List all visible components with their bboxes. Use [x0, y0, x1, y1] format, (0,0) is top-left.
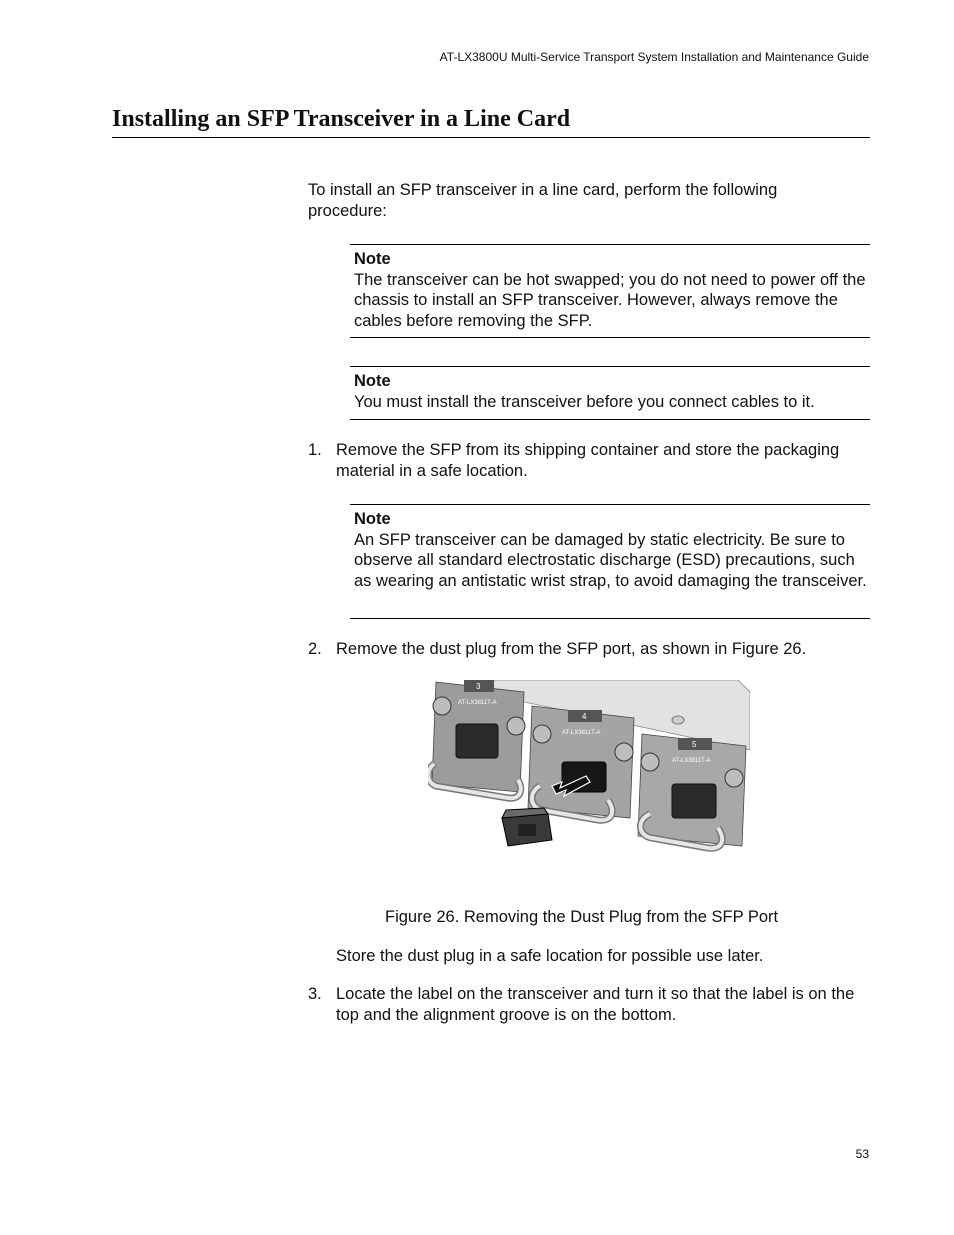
note-label: Note: [354, 510, 391, 528]
note-label: Note: [354, 250, 391, 268]
step-text: Remove the dust plug from the SFP port, as shown in Figure 26.: [336, 640, 807, 658]
page-number: 53: [855, 1147, 869, 1161]
note-label: Note: [354, 372, 391, 390]
note-esd: [350, 504, 870, 619]
slot-label-4: 4: [582, 712, 587, 721]
figure-dust-plug-removal: [428, 680, 750, 872]
dust-plug: [502, 808, 552, 846]
step-number: 1.: [308, 441, 322, 459]
note-install-first: [350, 366, 870, 420]
step-2: [308, 639, 870, 660]
slot-label-5: 5: [692, 740, 697, 749]
card-model-label: AT-LX3811T-A: [562, 730, 601, 736]
slot-label-3: 3: [476, 682, 481, 691]
card-model-label: AT-LX3811T-A: [672, 758, 711, 764]
figure-caption: Figure 26. Removing the Dust Plug from the SFP Port: [385, 908, 779, 926]
step-3: [308, 984, 870, 1025]
section-title: Installing an SFP Transceiver in a Line Card: [112, 106, 870, 138]
running-header: AT-LX3800U Multi-Service Transport System Installation and Maintenance Guide: [439, 50, 869, 64]
step-1: [308, 440, 870, 481]
step-text: Remove the SFP from its shipping container and store the packaging material in a safe location.: [336, 441, 840, 480]
note-text: The transceiver can be hot swapped; you do not need to power off the chassis to install an SFP transceiver. However, always remove the cables before removing the SFP.: [354, 270, 866, 330]
step-number: 3.: [308, 985, 322, 1003]
note-hot-swap: [350, 244, 870, 338]
step-text: Locate the label on the transceiver and turn it so that the label is on the top and the alignment groove is on the bottom.: [336, 985, 855, 1024]
line-card-illustration: [428, 680, 750, 872]
card-model-label: AT-LX3811T-A: [458, 700, 497, 706]
after-figure-paragraph: Store the dust plug in a safe location for possible use later.: [336, 947, 764, 965]
intro-paragraph: To install an SFP transceiver in a line card, perform the following procedure:: [308, 181, 778, 220]
note-text: An SFP transceiver can be damaged by static electricity. Be sure to observe all standard electrostatic discharge (ESD) precautions, such as wearing an antistatic wrist strap, to avoid damaging the transceiver.: [354, 530, 867, 590]
note-text: You must install the transceiver before you connect cables to it.: [354, 392, 815, 411]
step-number: 2.: [308, 640, 322, 658]
